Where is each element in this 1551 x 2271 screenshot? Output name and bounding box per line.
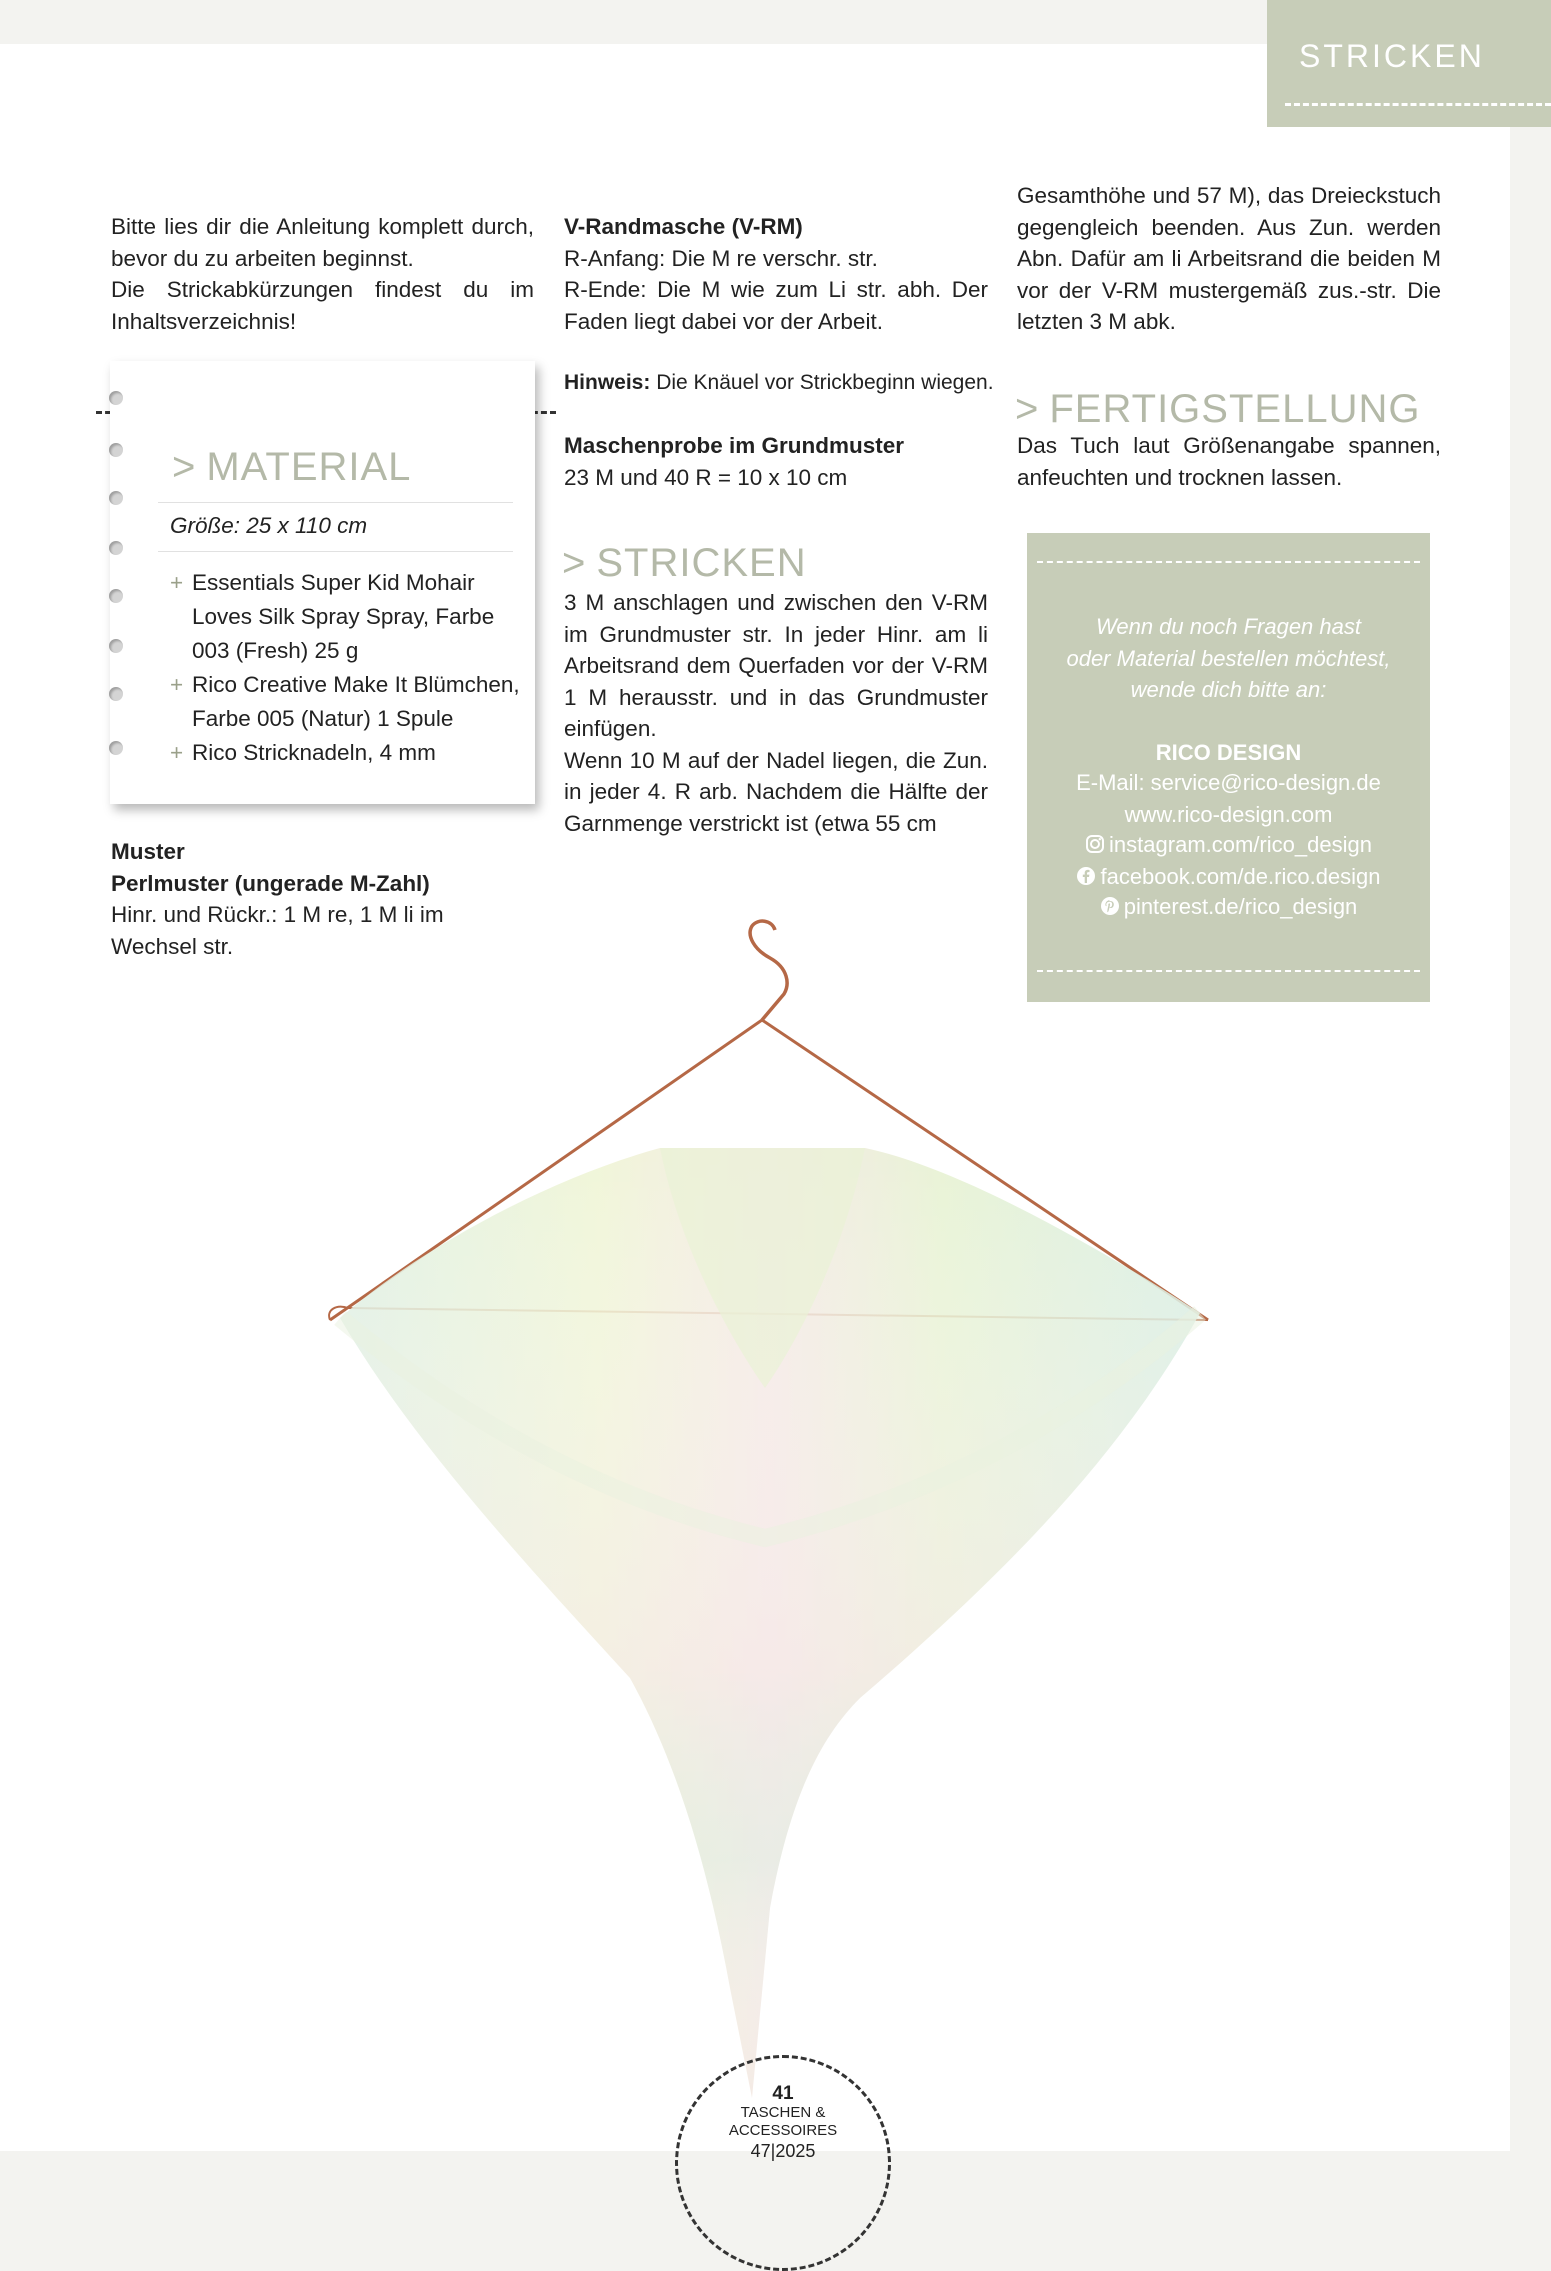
magazine-title: TASCHEN & (740, 2104, 826, 2121)
size-label: Größe: 25 x 110 cm (170, 513, 368, 538)
hint-text: Die Knäuel vor Strickbeginn wiegen. (650, 371, 994, 394)
facebook-icon (1076, 866, 1096, 886)
issue-number: 47|2025 (750, 2141, 816, 2161)
intro-paragraph: Bitte lies dir die Anleitung komplett durch, bevor du zu arbeiten beginnst. (111, 214, 534, 271)
shawl (340, 1148, 1200, 2098)
hint (564, 367, 1004, 399)
material-notecard (110, 361, 535, 804)
website-link[interactable]: www.rico-design.com (1124, 802, 1333, 827)
chevron-right-icon: > (562, 541, 587, 585)
binder-ring-icon (109, 741, 123, 755)
perl-pattern-text: Hinr. und Rückr.: 1 M re, 1 M li im Wechsel str. (111, 902, 444, 959)
binder-ring-icon (109, 491, 123, 505)
selvedge-title: V-Randmasche (V-RM) (564, 214, 803, 239)
binder-ring-icon (109, 541, 123, 555)
gauge-section (564, 430, 988, 493)
section-tab-label: STRICKEN (1299, 38, 1485, 74)
knitting-continued: Gesamthöhe und 57 M), das Dreieckstuch gegengleich beenden. Aus Zun. werden Abn. Dafür am li Arbeitsrand die beiden M vor der V-RM mustergemäß zus.-str. Die letzten 3 M abk. (1017, 183, 1441, 334)
finishing-heading: > FERTIGSTELLUNG (1015, 387, 1421, 431)
binder-ring-icon (109, 443, 123, 457)
contact-question: oder Material bestellen möchtest, (1066, 646, 1391, 671)
binder-ring-icon (109, 589, 123, 603)
contact-question: wende dich bitte an: (1130, 677, 1327, 702)
binder-ring-icon (109, 639, 123, 653)
hint-label: Hinweis: (564, 371, 651, 394)
magazine-title: ACCESSOIRES (728, 2122, 838, 2139)
material-heading: > MATERIAL (172, 445, 412, 489)
facebook-link[interactable]: facebook.com/de.rico.design (1027, 861, 1430, 893)
material-item: + Rico Stricknadeln, 4 mm (170, 736, 520, 770)
selvedge-row-start: R-Anfang: Die M re verschr. str. (564, 245, 878, 271)
plus-bullet-icon: + (170, 672, 184, 697)
section-tab (1267, 0, 1551, 127)
chevron-right-icon: > (172, 445, 197, 489)
ruled-line (158, 551, 513, 552)
knitting-paragraph: Wenn 10 M auf der Nadel liegen, die Zun. in jeder 4. R arb. Nachdem die Hälfte der Garnmenge verstrickt ist (etwa 55 cm (564, 747, 988, 836)
knitting-heading: > STRICKEN (562, 541, 807, 585)
perl-pattern-title: Perlmuster (ungerade M-Zahl) (111, 870, 430, 896)
contact-email[interactable]: E-Mail: service@rico-design.de (1076, 770, 1381, 795)
shawl-photo (300, 918, 1260, 2138)
company-name: RICO DESIGN (1155, 740, 1302, 765)
finishing-text: Das Tuch laut Größenangabe spannen, anfeuchten und trocknen lassen. (1017, 433, 1441, 490)
page-number: 41 (772, 2083, 794, 2104)
section-tab-divider (1285, 103, 1551, 106)
instagram-link[interactable]: instagram.com/rico_design (1027, 829, 1430, 861)
material-item: + Essentials Super Kid Mohair Loves Silk Spray Spray, Farbe 003 (Fresh) 25 g (170, 566, 520, 668)
plus-bullet-icon: + (170, 740, 184, 765)
plus-bullet-icon: + (170, 570, 184, 595)
contact-question: Wenn du noch Fragen hast (1096, 614, 1361, 639)
pattern-title: Muster (111, 839, 185, 864)
chevron-right-icon: > (1015, 387, 1040, 431)
page-folio (675, 2055, 891, 2271)
instagram-icon (1085, 834, 1105, 854)
knitting-paragraph: 3 M anschlagen und zwischen den V-RM im Grundmuster str. In jeder Hinr. am li Arbeitsrand dem Querfaden vor der V-RM 1 M herausstr. und in das Grundmuster einfügen. (564, 590, 988, 741)
ruled-line (158, 502, 513, 503)
pinterest-link[interactable]: pinterest.de/rico_design (1027, 891, 1430, 923)
contact-divider (1037, 561, 1420, 563)
selvedge-row-end: R-Ende: Die M wie zum Li str. abh. Der Faden liegt dabei vor der Arbeit. (564, 277, 988, 334)
pinterest-icon (1100, 896, 1120, 916)
knitting-instructions (564, 587, 988, 839)
binder-ring-icon (109, 687, 123, 701)
binder-ring-icon (109, 391, 123, 405)
material-item: + Rico Creative Make It Blümchen, Farbe 005 (Natur) 1 Spule (170, 668, 520, 736)
selvedge-section (564, 211, 988, 337)
gauge-text: 23 M und 40 R = 10 x 10 cm (564, 464, 848, 490)
intro-text (111, 211, 534, 337)
gauge-title: Maschenprobe im Grundmuster (564, 433, 905, 458)
abbreviations-note: Die Strickabkürzungen findest du im Inhaltsverzeichnis! (111, 277, 534, 334)
